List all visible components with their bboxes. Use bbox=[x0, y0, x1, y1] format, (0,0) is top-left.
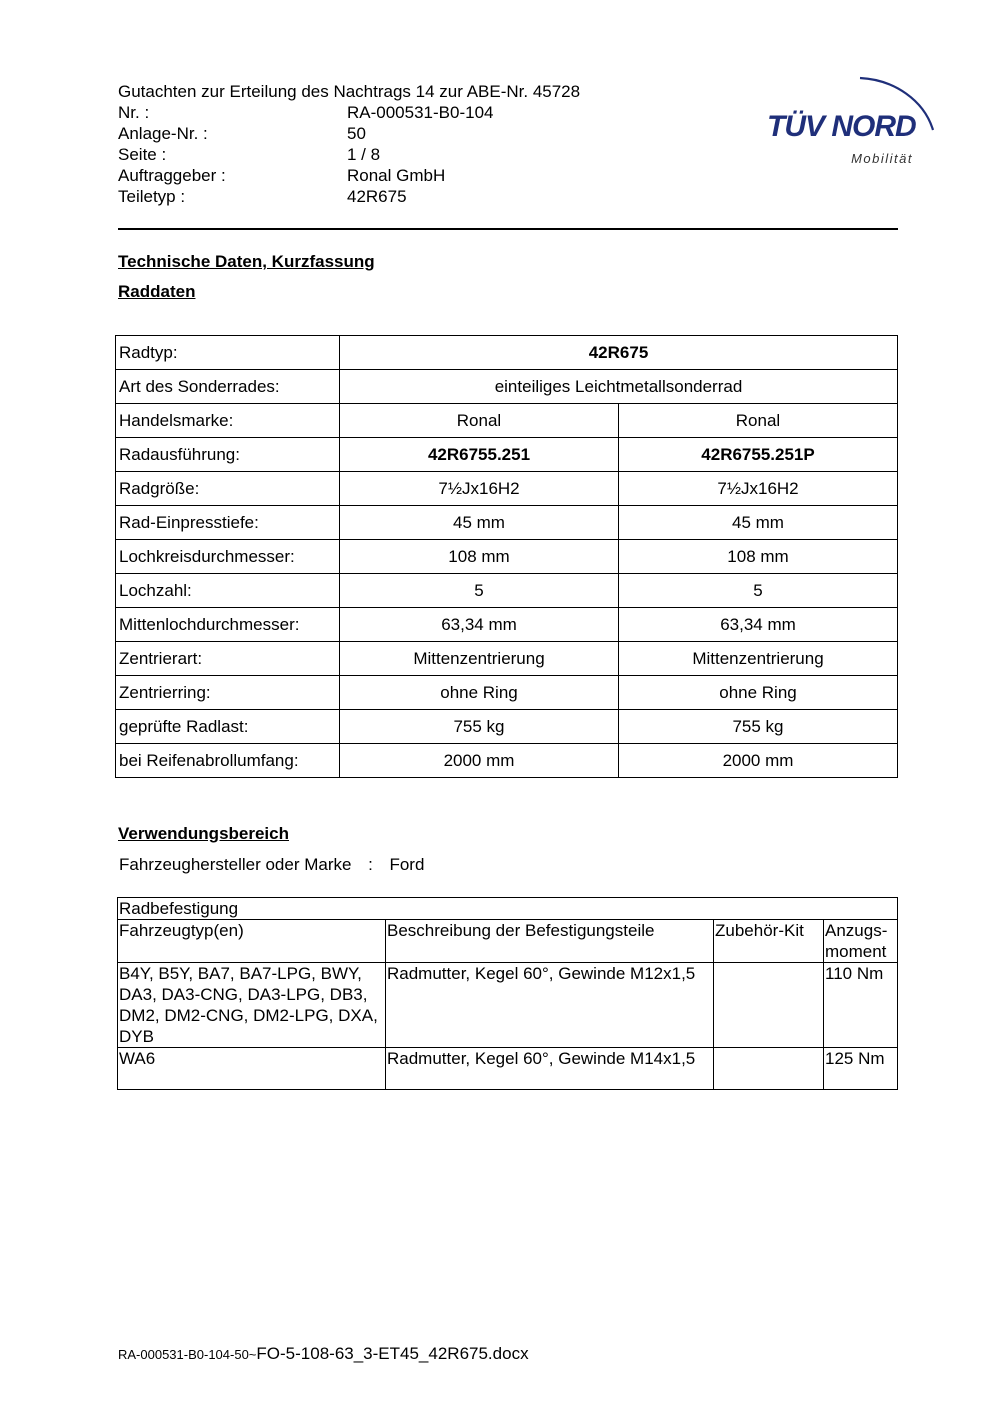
header-vehicle-types: Fahrzeugtyp(en) bbox=[118, 920, 386, 963]
row-label: bei Reifenabrollumfang: bbox=[116, 744, 340, 778]
table-row bbox=[116, 472, 898, 506]
cell-variant-a: 7½Jx16H2 bbox=[340, 472, 619, 506]
cell-variant-a: 45 mm bbox=[340, 506, 619, 540]
table-row bbox=[116, 608, 898, 642]
table-row bbox=[116, 438, 898, 472]
table-row bbox=[116, 574, 898, 608]
cell-accessory-kit bbox=[714, 963, 824, 1048]
table-row bbox=[116, 744, 898, 778]
cell-accessory-kit bbox=[714, 1048, 824, 1090]
section-technical-data: Technische Daten, Kurzfassung bbox=[118, 252, 375, 271]
cell-variant-b: 5 bbox=[619, 574, 898, 608]
table-row bbox=[116, 710, 898, 744]
header-accessory-kit: Zubehör-Kit bbox=[714, 920, 824, 963]
section-wheel-data: Raddaten bbox=[118, 282, 196, 301]
row-label: Handelsmarke: bbox=[116, 404, 340, 438]
row-label: Radgröße: bbox=[116, 472, 340, 506]
row-label: Lochzahl: bbox=[116, 574, 340, 608]
row-label: Lochkreisdurchmesser: bbox=[116, 540, 340, 574]
cell-description: Radmutter, Kegel 60°, Gewinde M14x1,5 bbox=[386, 1048, 714, 1090]
table-header-row bbox=[118, 920, 898, 963]
table-row bbox=[116, 676, 898, 710]
manufacturer-label: Fahrzeughersteller oder Marke bbox=[119, 855, 352, 874]
manufacturer-colon: : bbox=[368, 855, 373, 874]
document-footer bbox=[118, 1344, 529, 1364]
manufacturer-value: Ford bbox=[389, 855, 425, 874]
cell-variant-a: Mittenzentrierung bbox=[340, 642, 619, 676]
cell-variant-a: 2000 mm bbox=[340, 744, 619, 778]
cell-description: Radmutter, Kegel 60°, Gewinde M12x1,5 bbox=[386, 963, 714, 1048]
table-row bbox=[118, 1048, 898, 1090]
row-label: Zentrierart: bbox=[116, 642, 340, 676]
table-row bbox=[116, 540, 898, 574]
header-field-auftraggeber: Auftraggeber : Ronal GmbH bbox=[118, 166, 446, 185]
header-description: Beschreibung der Befestigungsteile bbox=[386, 920, 714, 963]
table-row bbox=[116, 370, 898, 404]
cell-vehicle-types: WA6 bbox=[118, 1048, 386, 1090]
cell-variant-b: 42R6755.251P bbox=[619, 438, 898, 472]
cell-variant-a: 63,34 mm bbox=[340, 608, 619, 642]
table-row bbox=[118, 963, 898, 1048]
cell-torque: 125 Nm bbox=[824, 1048, 898, 1090]
header-divider bbox=[118, 228, 898, 230]
logo-brand: TÜV NORD bbox=[767, 110, 916, 143]
cell-variant-a: 108 mm bbox=[340, 540, 619, 574]
cell-variant-a: 42R6755.251 bbox=[340, 438, 619, 472]
cell-variant-b: 108 mm bbox=[619, 540, 898, 574]
document-title: Gutachten zur Erteilung des Nachtrags 14 zur ABE-Nr. 45728 bbox=[118, 82, 581, 101]
table-row bbox=[116, 506, 898, 540]
wheel-kind-value: einteiliges Leichtmetallsonderrad bbox=[340, 370, 898, 404]
manufacturer-line bbox=[119, 855, 424, 875]
wheel-data-table bbox=[115, 335, 898, 778]
header-field-seite: Seite : 1 / 8 bbox=[118, 145, 381, 164]
cell-variant-a: ohne Ring bbox=[340, 676, 619, 710]
row-label: Rad-Einpresstiefe: bbox=[116, 506, 340, 540]
row-label: Radausführung: bbox=[116, 438, 340, 472]
row-label: geprüfte Radlast: bbox=[116, 710, 340, 744]
document-header bbox=[118, 81, 580, 207]
header-torque: Anzugs-moment bbox=[824, 920, 898, 963]
cell-variant-a: 755 kg bbox=[340, 710, 619, 744]
cell-variant-a: Ronal bbox=[340, 404, 619, 438]
cell-variant-b: 45 mm bbox=[619, 506, 898, 540]
section-usage: Verwendungsbereich bbox=[118, 824, 289, 843]
table-row bbox=[116, 404, 898, 438]
logo-subtitle: Mobilität bbox=[851, 151, 913, 166]
mounting-table-title: Radbefestigung bbox=[118, 898, 898, 920]
cell-variant-b: Ronal bbox=[619, 404, 898, 438]
tuev-nord-logo bbox=[765, 58, 945, 173]
cell-variant-b: Mittenzentrierung bbox=[619, 642, 898, 676]
cell-variant-b: 755 kg bbox=[619, 710, 898, 744]
wheel-mounting-table bbox=[117, 897, 898, 1090]
table-row bbox=[116, 336, 898, 370]
header-field-teiletyp: Teiletyp : 42R675 bbox=[118, 187, 407, 206]
cell-variant-b: 2000 mm bbox=[619, 744, 898, 778]
row-label: Zentrierring: bbox=[116, 676, 340, 710]
cell-variant-b: 7½Jx16H2 bbox=[619, 472, 898, 506]
cell-variant-b: ohne Ring bbox=[619, 676, 898, 710]
table-row bbox=[118, 898, 898, 920]
cell-variant-a: 5 bbox=[340, 574, 619, 608]
header-field-anlage: Anlage-Nr. : 50 bbox=[118, 124, 366, 143]
footer-reference: RA-000531-B0-104-50~ bbox=[118, 1347, 257, 1362]
wheel-type-value: 42R675 bbox=[340, 336, 898, 370]
row-label: Art des Sonderrades: bbox=[116, 370, 340, 404]
cell-vehicle-types: B4Y, B5Y, BA7, BA7-LPG, BWY, DA3, DA3-CNG, DA3-LPG, DB3, DM2, DM2-CNG, DM2-LPG, DXA, DYB bbox=[118, 963, 386, 1048]
header-field-nr: Nr. : RA-000531-B0-104 bbox=[118, 103, 494, 122]
table-row bbox=[116, 642, 898, 676]
cell-variant-b: 63,34 mm bbox=[619, 608, 898, 642]
footer-filename: FO-5-108-63_3-ET45_42R675.docx bbox=[256, 1344, 529, 1363]
cell-torque: 110 Nm bbox=[824, 963, 898, 1048]
row-label: Mittenlochdurchmesser: bbox=[116, 608, 340, 642]
row-label: Radtyp: bbox=[116, 336, 340, 370]
